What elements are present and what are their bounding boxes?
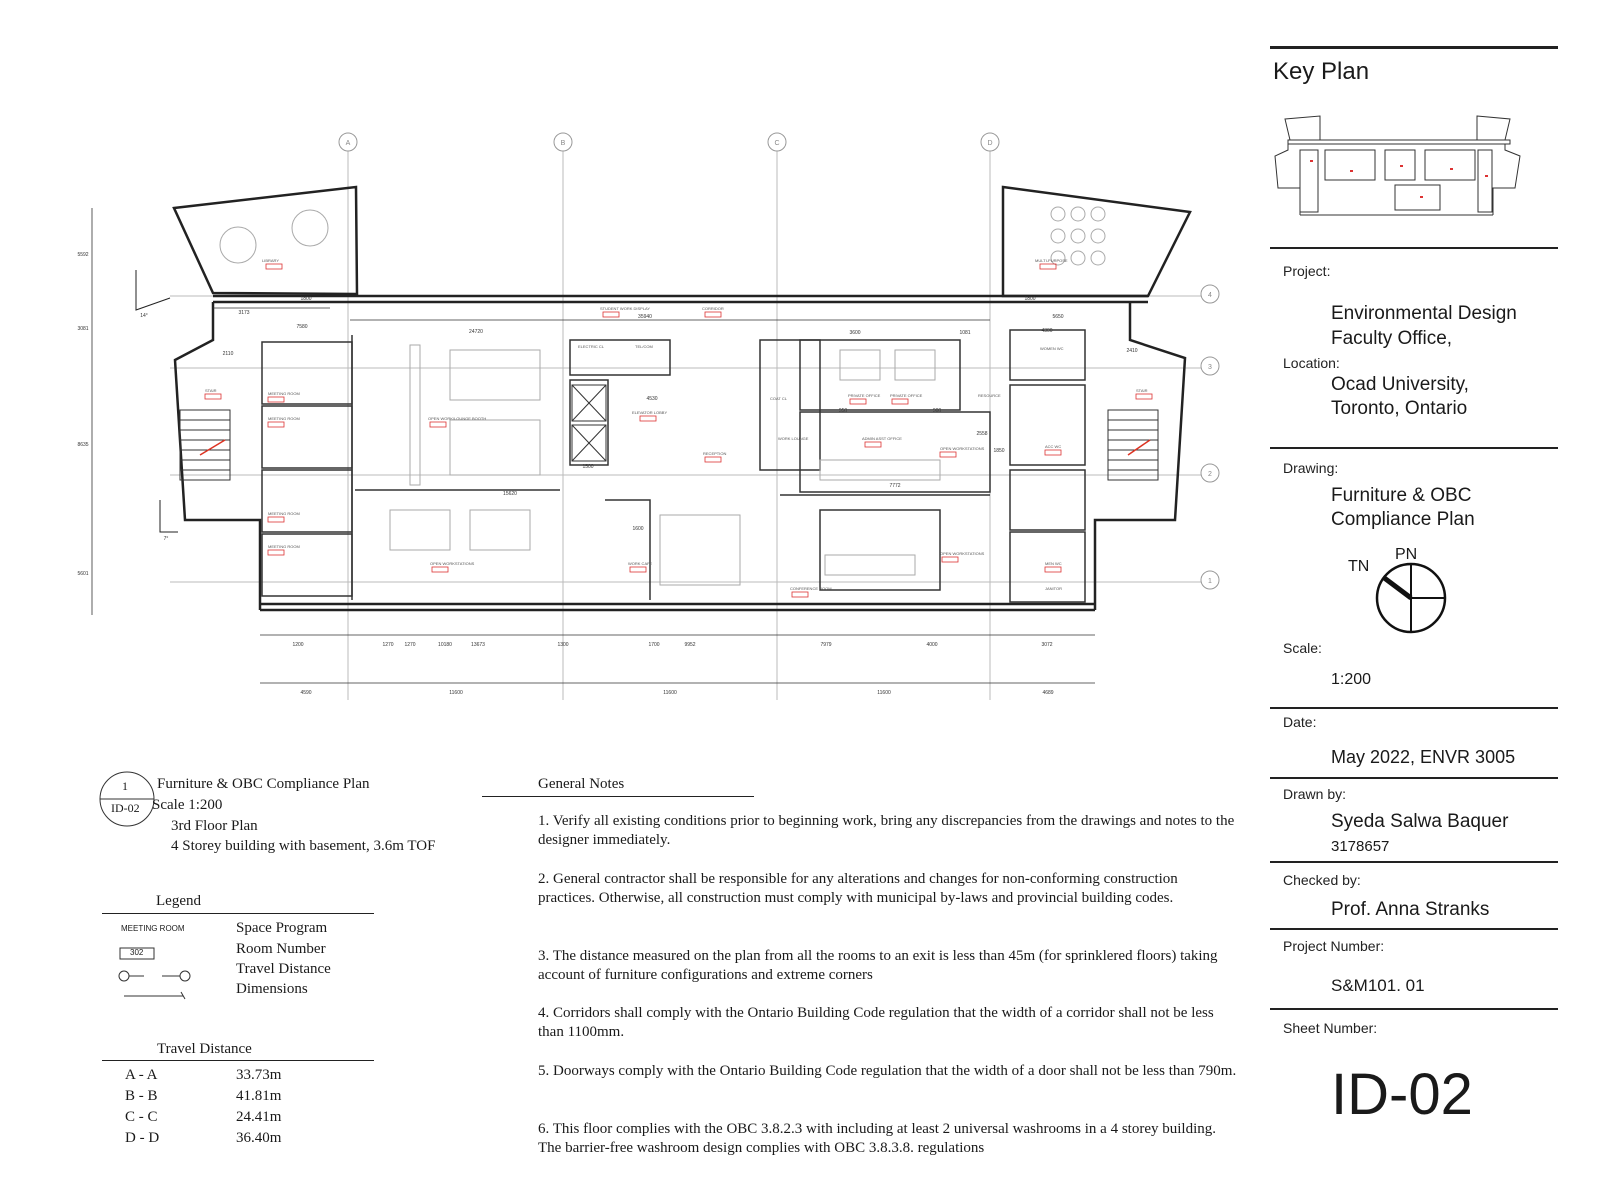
svg-text:3173: 3173 xyxy=(238,310,250,316)
room-work-cafe: WORK CAFE xyxy=(628,561,653,566)
svg-text:9952: 9952 xyxy=(684,642,696,648)
room-conference: CONFERENCE ROOM xyxy=(790,586,832,591)
legend-sample-space: MEETING ROOM xyxy=(121,924,185,933)
exterior-walls xyxy=(174,187,1190,610)
room-tags xyxy=(205,258,1148,591)
drawing-tag-scale: Scale 1:200 xyxy=(152,797,223,813)
grid-label-1: 1 xyxy=(1208,578,1212,585)
svg-text:14°: 14° xyxy=(140,313,148,319)
section-markers xyxy=(136,270,178,532)
room-elevator-lobby: ELEVATOR LOBBY xyxy=(632,410,668,415)
svg-text:11600: 11600 xyxy=(663,690,677,696)
grid-label-2: 2 xyxy=(1208,471,1212,478)
room-work-lounge: WORK LOUNGE xyxy=(778,436,809,441)
svg-text:1300: 1300 xyxy=(557,642,569,648)
svg-text:1800: 1800 xyxy=(300,296,312,302)
grid-label-3: 3 xyxy=(1208,364,1212,371)
grid-label-d: D xyxy=(987,140,993,147)
date-value: May 2022, ENVR 3005 xyxy=(1331,747,1516,767)
svg-text:1081: 1081 xyxy=(959,330,971,336)
svg-text:1850: 1850 xyxy=(993,448,1005,454)
svg-text:1700: 1700 xyxy=(648,642,660,648)
general-note-5: 5. Doorways comply with the Ontario Building Code regulation that the width of a door shall not be less than 790m. xyxy=(538,1063,1237,1079)
grid-bubbles xyxy=(339,133,1219,589)
project-name-line-1: Environmental Design xyxy=(1331,303,1517,324)
svg-text:4000: 4000 xyxy=(926,642,938,648)
dimension-text xyxy=(77,252,1137,696)
drawing-name-line-2: Compliance Plan xyxy=(1331,509,1475,530)
legend-item-dimensions: Dimensions xyxy=(236,981,308,997)
room-corridor: CORRIDOR xyxy=(702,306,724,311)
general-note-3: 3. The distance measured on the plan from all the rooms to an exit is less than 45m (for sprinklered floors) taking account of furniture configurations and extreme corners xyxy=(538,948,1218,983)
library-wing xyxy=(174,187,357,294)
key-plan-tags xyxy=(1310,160,1488,198)
project-number-label: Project Number: xyxy=(1283,938,1385,954)
svg-text:1600: 1600 xyxy=(632,526,644,532)
room-men-wc: MEN WC xyxy=(1045,561,1062,566)
svg-text:5601: 5601 xyxy=(77,571,89,577)
multi-purpose-wing xyxy=(1003,187,1190,296)
room-coat: COAT CL xyxy=(770,396,787,401)
room-open-lounge: OPEN WORK/LOUNGE BOOTH xyxy=(428,416,487,421)
interior-walls xyxy=(262,330,1085,602)
drawing-tag-building: 4 Storey building with basement, 3.6m TOF xyxy=(171,838,436,854)
room-janitor: JANITOR xyxy=(1045,586,1063,591)
room-admin: ADMIN ASST OFFICE xyxy=(862,436,902,441)
travel-distance-title: Travel Distance xyxy=(157,1041,252,1057)
location-line-1: Ocad University, xyxy=(1331,374,1469,395)
north-arrow xyxy=(1377,564,1445,632)
svg-text:950: 950 xyxy=(838,408,848,414)
checked-by-label: Checked by: xyxy=(1283,872,1361,888)
travel-row-value-c: 24.41m xyxy=(236,1109,282,1125)
travel-row-value-d: 36.40m xyxy=(236,1130,282,1146)
legend-item-room-number: Room Number xyxy=(236,941,326,957)
room-student-work-display: STUDENT WORK DISPLAY xyxy=(600,306,651,311)
drawing-name-line-1: Furniture & OBC xyxy=(1331,485,1472,506)
travel-distance-lines xyxy=(200,440,1150,455)
svg-text:15620: 15620 xyxy=(503,491,517,497)
sheet-number-value: ID-02 xyxy=(1331,1062,1473,1127)
travel-row-label-a: A - A xyxy=(125,1067,158,1083)
svg-text:1270: 1270 xyxy=(404,642,416,648)
grid-label-a: A xyxy=(345,140,351,147)
room-electric: ELECTRIC CL xyxy=(578,344,605,349)
legend-item-travel-distance: Travel Distance xyxy=(236,961,331,977)
room-private-office-2: PRIVATE OFFICE xyxy=(890,393,923,398)
svg-text:2410: 2410 xyxy=(1126,348,1138,354)
svg-text:1270: 1270 xyxy=(382,642,394,648)
room-reception: RECEPTION xyxy=(703,451,727,456)
room-acc-wc: ACC WC xyxy=(1045,444,1062,449)
svg-text:3072: 3072 xyxy=(1041,642,1053,648)
location-line-2: Toronto, Ontario xyxy=(1331,398,1468,419)
travel-row-label-b: B - B xyxy=(125,1088,158,1104)
svg-text:2558: 2558 xyxy=(976,431,988,437)
location-label: Location: xyxy=(1283,355,1340,371)
sheet-number-label: Sheet Number: xyxy=(1283,1020,1378,1036)
date-label: Date: xyxy=(1283,714,1317,730)
svg-text:2110: 2110 xyxy=(222,351,234,357)
svg-text:4530: 4530 xyxy=(646,396,658,402)
grid-lines xyxy=(170,150,1210,700)
svg-text:1200: 1200 xyxy=(292,642,304,648)
room-stair-east: STAIR xyxy=(1136,388,1148,393)
grid-label-4: 4 xyxy=(1208,292,1212,299)
drawing-label: Drawing: xyxy=(1283,460,1339,476)
room-meeting-2: MEETING ROOM xyxy=(268,416,300,421)
svg-text:7°: 7° xyxy=(163,536,169,542)
legend-title: Legend xyxy=(156,893,201,909)
drawing-tag-number: 1 xyxy=(122,779,128,793)
north-tn-label: TN xyxy=(1348,558,1370,575)
key-plan-thumbnail xyxy=(1275,116,1520,215)
drawing-tag-title: Furniture & OBC Compliance Plan xyxy=(157,776,370,792)
svg-text:7979: 7979 xyxy=(820,642,832,648)
travel-row-value-b: 41.81m xyxy=(236,1088,282,1104)
scale-value: 1:200 xyxy=(1331,671,1372,688)
svg-text:4300: 4300 xyxy=(1041,328,1053,334)
room-stair-west: STAIR xyxy=(205,388,217,393)
svg-text:11600: 11600 xyxy=(449,690,463,696)
svg-text:11600: 11600 xyxy=(877,690,891,696)
project-number-value: S&M101. 01 xyxy=(1331,976,1425,995)
drawn-by-id: 3178657 xyxy=(1331,838,1390,855)
general-notes-title: General Notes xyxy=(538,776,625,792)
svg-text:5592: 5592 xyxy=(77,252,89,258)
travel-row-label-d: D - D xyxy=(125,1130,160,1146)
key-plan-title: Key Plan xyxy=(1273,58,1370,85)
svg-text:35940: 35940 xyxy=(638,314,652,320)
legend-item-space-program: Space Program xyxy=(236,920,328,936)
project-name-line-2: Faculty Office, xyxy=(1331,328,1453,349)
room-women-wc: WOMEN WC xyxy=(1040,346,1064,351)
svg-text:1500: 1500 xyxy=(582,464,594,470)
grid-label-c: C xyxy=(774,140,780,147)
room-resource: RESOURCE xyxy=(978,393,1001,398)
north-pn-label: PN xyxy=(1395,546,1418,563)
drawing-tag-sheet: ID-02 xyxy=(111,801,140,815)
room-meeting-3: MEETING ROOM xyxy=(268,511,300,516)
svg-text:4590: 4590 xyxy=(300,690,312,696)
grid-label-b: B xyxy=(560,140,566,147)
legend-sample-number: 302 xyxy=(130,948,144,957)
room-multi-purpose: MULTI-PURPOSE xyxy=(1035,258,1068,263)
svg-text:7772: 7772 xyxy=(889,483,901,489)
elevators xyxy=(572,385,606,461)
room-open-ws-2: OPEN WORKSTATIONS xyxy=(430,561,475,566)
drawn-by-label: Drawn by: xyxy=(1283,786,1347,802)
checked-by-value: Prof. Anna Stranks xyxy=(1331,899,1490,920)
drawing-tag-floor: 3rd Floor Plan xyxy=(171,818,258,834)
drawn-by-name: Syeda Salwa Baquer xyxy=(1331,811,1509,832)
general-note-1: 1. Verify all existing conditions prior to beginning work, bring any discrepancies from the drawings and notes to the designer immediately. xyxy=(538,813,1235,848)
room-private-office-1: PRIVATE OFFICE xyxy=(848,393,881,398)
room-telcom: TEL/COM xyxy=(635,344,653,349)
svg-text:24720: 24720 xyxy=(469,329,483,335)
svg-text:5650: 5650 xyxy=(1052,314,1064,320)
svg-text:4689: 4689 xyxy=(1042,690,1054,696)
svg-text:3600: 3600 xyxy=(849,330,861,336)
room-library: LIBRARY xyxy=(262,258,280,263)
room-meeting-4: MEETING ROOM xyxy=(268,544,300,549)
svg-text:900: 900 xyxy=(932,408,942,414)
general-note-2: 2. General contractor shall be responsible for any alterations and changes for non-conforming construction practices. Otherwise, all construction must comply with municipal by-laws and provincial building codes. xyxy=(538,871,1178,906)
general-note-4: 4. Corridors shall comply with the Ontario Building Code regulation that the width of a corridor shall not be less than 1100mm. xyxy=(538,1005,1214,1040)
svg-text:1800: 1800 xyxy=(1024,296,1036,302)
svg-text:3081: 3081 xyxy=(77,326,89,332)
svg-text:8635: 8635 xyxy=(77,442,89,448)
scale-label: Scale: xyxy=(1283,640,1322,656)
project-label: Project: xyxy=(1283,263,1331,279)
svg-text:7580: 7580 xyxy=(296,324,308,330)
room-open-ws-1: OPEN WORKSTATIONS xyxy=(940,446,985,451)
travel-row-label-c: C - C xyxy=(125,1109,158,1125)
svg-text:13673: 13673 xyxy=(471,642,485,648)
room-meeting-1: MEETING ROOM xyxy=(268,391,300,396)
svg-text:10180: 10180 xyxy=(438,642,452,648)
room-open-ws-3: OPEN WORKSTATIONS xyxy=(940,551,985,556)
general-note-6: 6. This floor complies with the OBC 3.8.2.3 with including at least 2 universal washrooms in a 4 storey building. The barrier-free washroom design complies with OBC 3.8.3.8. regulations xyxy=(538,1121,1216,1156)
travel-row-value-a: 33.73m xyxy=(236,1067,282,1083)
